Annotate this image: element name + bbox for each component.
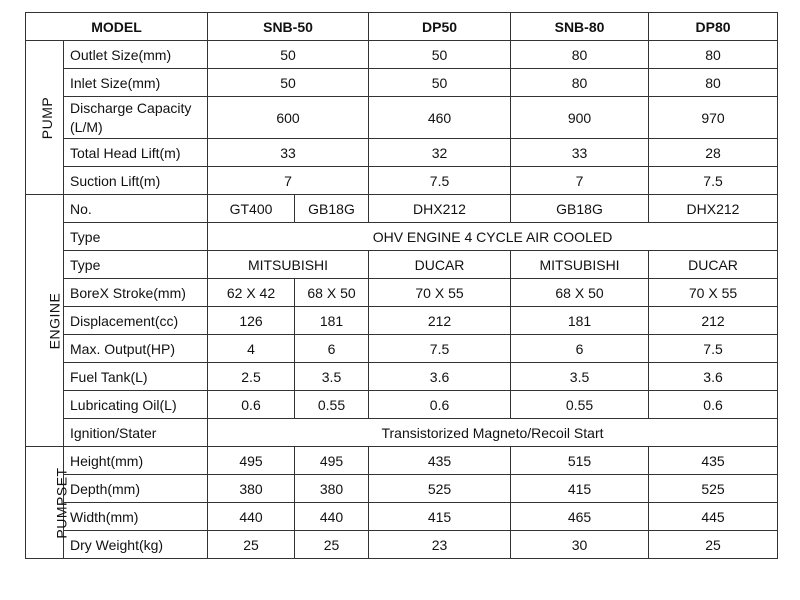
row-label: Depth(mm) <box>64 475 208 503</box>
cell: 7.5 <box>369 335 511 363</box>
group-label-pump: PUMP <box>26 41 64 195</box>
cell: 23 <box>369 531 511 559</box>
cell: 4 <box>208 335 295 363</box>
cell: 80 <box>511 69 649 97</box>
table-row <box>26 503 778 531</box>
cell: 7 <box>511 167 649 195</box>
cell: 495 <box>208 447 295 475</box>
cell: 50 <box>208 69 369 97</box>
cell: 900 <box>511 97 649 139</box>
row-label: Fuel Tank(L) <box>64 363 208 391</box>
cell: 7 <box>208 167 369 195</box>
cell: 50 <box>208 41 369 69</box>
cell: 126 <box>208 307 295 335</box>
row-label: Dry Weight(kg) <box>64 531 208 559</box>
cell: 181 <box>295 307 369 335</box>
cell: 3.6 <box>369 363 511 391</box>
cell: 0.6 <box>649 391 778 419</box>
model-header: MODEL <box>26 13 208 41</box>
cell: 33 <box>208 139 369 167</box>
table-row <box>26 391 778 419</box>
cell: 415 <box>369 503 511 531</box>
cell: GB18G <box>511 195 649 223</box>
cell: OHV ENGINE 4 CYCLE AIR COOLED <box>208 223 778 251</box>
table-row <box>26 223 778 251</box>
cell: Transistorized Magneto/Recoil Start <box>208 419 778 447</box>
cell: 3.5 <box>295 363 369 391</box>
col-header-snb50: SNB-50 <box>208 13 369 41</box>
cell: 515 <box>511 447 649 475</box>
cell: 440 <box>295 503 369 531</box>
cell: 460 <box>369 97 511 139</box>
cell: 28 <box>649 139 778 167</box>
cell: 6 <box>511 335 649 363</box>
cell: 970 <box>649 97 778 139</box>
cell: 445 <box>649 503 778 531</box>
table-row <box>26 531 778 559</box>
cell: 50 <box>369 69 511 97</box>
header-row <box>26 13 778 41</box>
row-label: Type <box>64 223 208 251</box>
cell: 32 <box>369 139 511 167</box>
cell: 0.6 <box>208 391 295 419</box>
cell: 25 <box>649 531 778 559</box>
col-header-snb80: SNB-80 <box>511 13 649 41</box>
cell: 70 X 55 <box>369 279 511 307</box>
cell: 80 <box>649 41 778 69</box>
cell: GB18G <box>295 195 369 223</box>
cell: 7.5 <box>649 335 778 363</box>
cell: 0.55 <box>295 391 369 419</box>
group-label-engine: ENGINE <box>26 195 64 447</box>
cell: 380 <box>208 475 295 503</box>
cell: 495 <box>295 447 369 475</box>
cell: 3.5 <box>511 363 649 391</box>
col-header-dp80: DP80 <box>649 13 778 41</box>
cell: 6 <box>295 335 369 363</box>
cell: 0.6 <box>369 391 511 419</box>
cell: 525 <box>649 475 778 503</box>
spec-table-body <box>26 13 778 559</box>
row-label: Outlet Size(mm) <box>64 41 208 69</box>
cell: 25 <box>208 531 295 559</box>
cell: 7.5 <box>369 167 511 195</box>
cell: 50 <box>369 41 511 69</box>
row-label: Total Head Lift(m) <box>64 139 208 167</box>
cell: 7.5 <box>649 167 778 195</box>
row-label: Discharge Capacity (L/M) <box>64 97 208 139</box>
cell: 80 <box>511 41 649 69</box>
cell: 33 <box>511 139 649 167</box>
cell: 80 <box>649 69 778 97</box>
row-label: Inlet Size(mm) <box>64 69 208 97</box>
cell: MITSUBISHI <box>511 251 649 279</box>
cell: 62 X 42 <box>208 279 295 307</box>
cell: 440 <box>208 503 295 531</box>
table-row <box>26 195 778 223</box>
group-label-pumpset: PUMPSET <box>26 447 64 559</box>
cell: 212 <box>369 307 511 335</box>
table-row <box>26 447 778 475</box>
cell: DHX212 <box>369 195 511 223</box>
cell: DHX212 <box>649 195 778 223</box>
cell: 25 <box>295 531 369 559</box>
cell: MITSUBISHI <box>208 251 369 279</box>
cell: 70 X 55 <box>649 279 778 307</box>
cell: 415 <box>511 475 649 503</box>
row-label: Ignition/Stater <box>64 419 208 447</box>
cell: 600 <box>208 97 369 139</box>
row-label: Lubricating Oil(L) <box>64 391 208 419</box>
table-row <box>26 41 778 69</box>
table-row <box>26 419 778 447</box>
table-row <box>26 251 778 279</box>
table-row <box>26 475 778 503</box>
table-row <box>26 97 778 139</box>
cell: 181 <box>511 307 649 335</box>
table-row <box>26 363 778 391</box>
cell: 465 <box>511 503 649 531</box>
row-label: Displacement(cc) <box>64 307 208 335</box>
table-row <box>26 69 778 97</box>
row-label: Max. Output(HP) <box>64 335 208 363</box>
table-row <box>26 335 778 363</box>
row-label: BoreX Stroke(mm) <box>64 279 208 307</box>
row-label: Width(mm) <box>64 503 208 531</box>
col-header-dp50: DP50 <box>369 13 511 41</box>
cell: 435 <box>649 447 778 475</box>
table-row <box>26 307 778 335</box>
table-row <box>26 167 778 195</box>
cell: DUCAR <box>649 251 778 279</box>
cell: 435 <box>369 447 511 475</box>
cell: 525 <box>369 475 511 503</box>
cell: 68 X 50 <box>295 279 369 307</box>
spec-table <box>25 12 778 559</box>
cell: 3.6 <box>649 363 778 391</box>
table-row <box>26 139 778 167</box>
table-row <box>26 279 778 307</box>
cell: GT400 <box>208 195 295 223</box>
row-label: Type <box>64 251 208 279</box>
cell: 68 X 50 <box>511 279 649 307</box>
cell: 30 <box>511 531 649 559</box>
cell: 212 <box>649 307 778 335</box>
row-label: Suction Lift(m) <box>64 167 208 195</box>
cell: 380 <box>295 475 369 503</box>
row-label: Height(mm) <box>64 447 208 475</box>
cell: 2.5 <box>208 363 295 391</box>
row-label: No. <box>64 195 208 223</box>
cell: DUCAR <box>369 251 511 279</box>
cell: 0.55 <box>511 391 649 419</box>
